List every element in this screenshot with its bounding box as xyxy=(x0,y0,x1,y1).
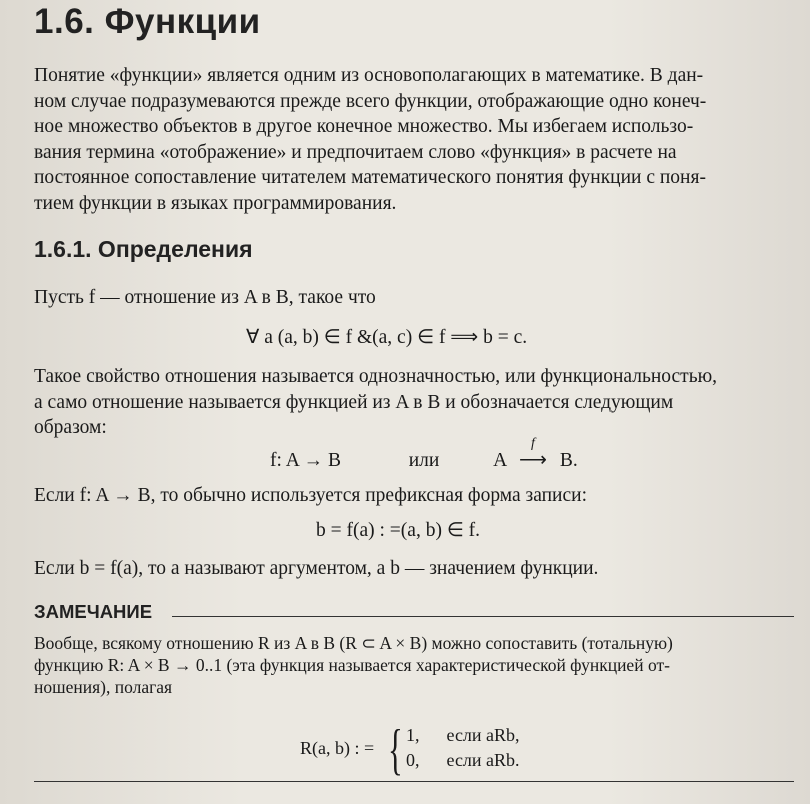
labeled-arrow xyxy=(511,436,555,472)
prefix-paragraph: Если f: A → B, то обычно используется префиксная форма записи: xyxy=(34,485,587,506)
formula-left: f: A → B xyxy=(270,450,341,471)
formula-or: или xyxy=(408,450,440,471)
intro-line: ное множество объектов в другое конечное множество. Мы избегаем использо- xyxy=(34,116,694,137)
note-line: функцию R: A × B → 0..1 (эта функция называется характеристической функцией от- xyxy=(34,655,670,675)
cases-brace: { xyxy=(388,719,403,781)
case-2-value: 0, xyxy=(406,750,420,770)
definition-paragraph-line: Такое свойство отношения называется однозначностью, или функциональностью, xyxy=(34,366,718,387)
section-title: 1.6. Функции xyxy=(34,2,261,41)
note-line: Вообще, всякому отношению R из A в B (R ⊂ A × B) можно сопоставить (тотальную) xyxy=(34,633,673,653)
case-2-condition: если aRb. xyxy=(446,750,520,770)
intro-line: тием функции в языках программирования. xyxy=(34,192,397,214)
definition-paragraph xyxy=(34,364,794,441)
intro-paragraph xyxy=(34,63,794,216)
definition-paragraph-line: а само отношение называется функцией из A в B и обозначается следующим xyxy=(34,391,674,413)
note-title: ЗАМЕЧАНИЕ xyxy=(34,601,153,622)
formula-prefix: b = f(a) : =(a, b) ∈ f. xyxy=(316,520,481,541)
intro-line: постоянное сопоставление читателем математического понятия функции с поня- xyxy=(34,167,706,188)
formula-characteristic-lhs: R(a, b) : = xyxy=(300,738,375,758)
case-2 xyxy=(406,750,520,771)
bottom-divider xyxy=(34,781,794,782)
formula-uniqueness: ∀ a (a, b) ∈ f &(a, c) ∈ f ⟹ b = c. xyxy=(246,327,528,348)
case-1 xyxy=(406,725,520,746)
subsection-title: 1.6.1. Определения xyxy=(34,236,253,262)
argument-paragraph: Если b = f(a), то a называют аргументом, а b — значением функции. xyxy=(34,558,599,579)
intro-line: ном случае подразумеваются прежде всего функции, отображающие одно конеч- xyxy=(34,90,707,112)
intro-line: Понятие «функции» является одним из основополагающих в математике. В дан- xyxy=(34,65,704,86)
case-1-condition: если aRb, xyxy=(446,725,520,745)
definition-line: Пусть f — отношение из A в B, такое что xyxy=(34,287,376,308)
definition-paragraph-line: образом: xyxy=(34,417,107,438)
formula-right-a: A xyxy=(493,450,507,471)
intro-line: вания термина «отображение» и предпочитаем слово «функция» в расчете на xyxy=(34,141,677,163)
arrow-label: f xyxy=(531,436,535,451)
case-1-value: 1, xyxy=(406,725,420,745)
formula-function-notation xyxy=(270,436,578,472)
formula-right-b: B. xyxy=(559,450,578,471)
note-divider xyxy=(172,616,794,617)
note-line: ношения), полагая xyxy=(34,677,173,697)
note-paragraph xyxy=(34,632,794,698)
arrow-icon: ⟶ xyxy=(519,450,547,471)
